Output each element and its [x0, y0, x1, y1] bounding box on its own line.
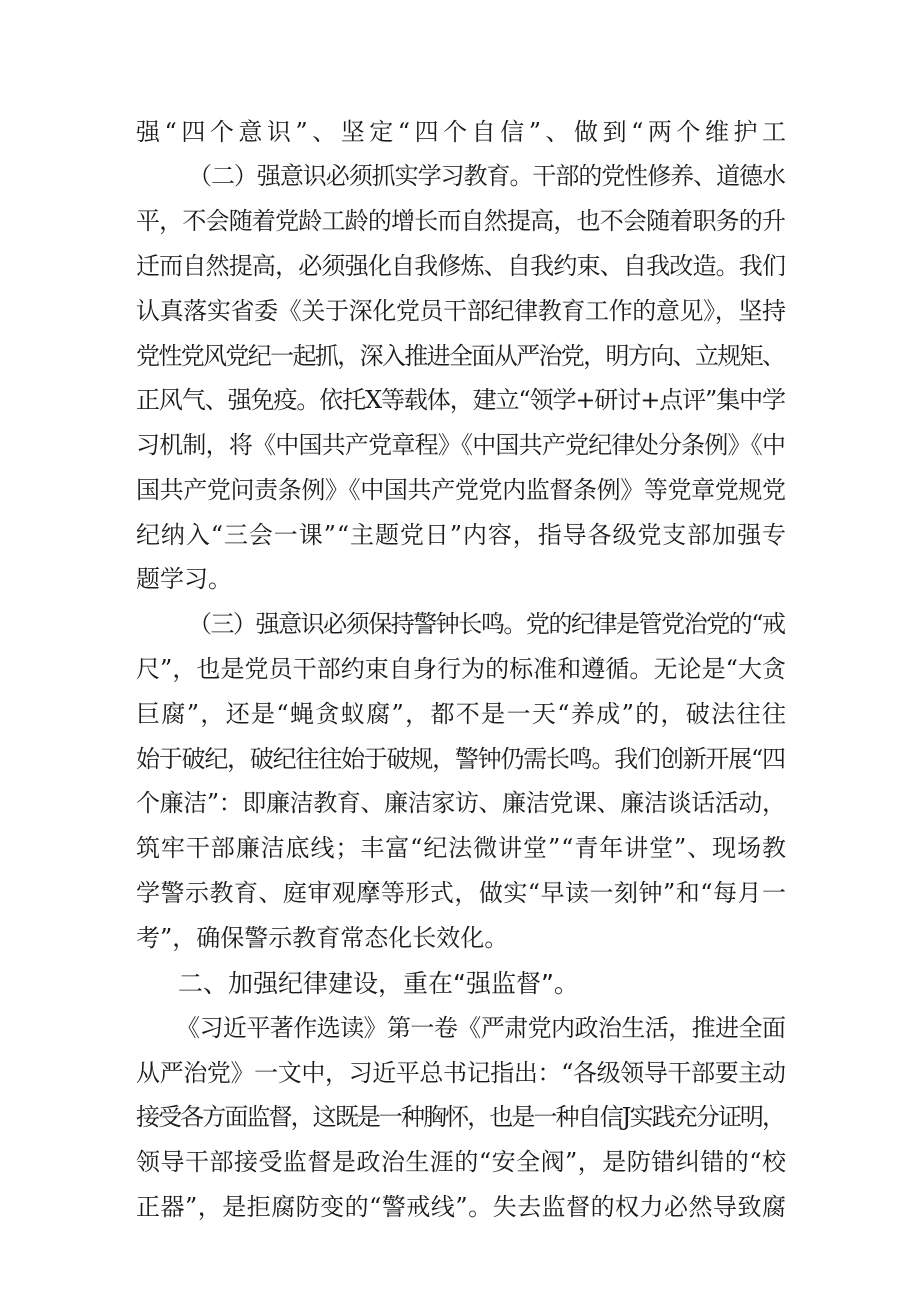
- text-line: （三）强意识必须保持警钟长鸣。党的纪律是管党治党的“戒: [188, 610, 785, 638]
- text-line: 党性党风党纪一起抓，深入推进全面从严治党，明方向、立规矩、: [136, 342, 785, 370]
- text-line: 平，不会随着党龄工龄的增长而自然提高，也不会随着职务的升: [136, 207, 786, 235]
- text-line: 强“四个意识”、坚定“四个自信”、做到“两个维护工: [136, 118, 791, 146]
- text-line: 国共产党问责条例》《中国共产党党内监督条例》等党章党规党: [136, 476, 786, 504]
- text-line: 纪纳入“三会一课”“主题党日”内容，指导各级党支部加强专: [136, 521, 787, 549]
- text-line: 学警示教育、庭审观摩等形式，做实“早读一刻钟”和“每月一: [136, 879, 787, 907]
- text-line: 始于破纪，破纪往往始于破规，警钟仍需长鸣。我们创新开展“四: [136, 745, 785, 773]
- section-heading: 二、加强纪律建设，重在“强监督”。: [178, 969, 579, 998]
- text-line: 《习近平著作选读》第一卷《严肃党内政治生活，推进全面: [176, 1014, 786, 1042]
- text-line: 接受各方面监督，这既是一种胸怀，也是一种自信J实践充分证明，: [136, 1103, 785, 1131]
- text-line: 考”，确保警示教育常态化长效化。: [136, 924, 509, 952]
- text-line: 个廉洁”：即廉洁教育、廉洁家访、廉洁党课、廉洁谈话活动，: [136, 789, 786, 817]
- text-line: 尺”，也是党员干部约束自身行为的标准和遵循。无论是“大贪: [136, 655, 787, 683]
- text-line: 正风气、强免疫。依托X等载体，建立“领学+研讨+点评”集中学: [136, 386, 785, 414]
- text-line: （二）强意识必须抓实学习教育。干部的党性修养、道德水: [188, 162, 785, 190]
- text-line: 筑牢干部廉洁底线；丰富“纪法微讲堂”“青年讲堂”、现场教: [136, 834, 787, 862]
- text-line: 题学习。: [136, 565, 232, 593]
- text-line: 巨腐”，还是“蝇贪蚁腐”，都不是一天“养成”的，破法往往: [136, 700, 788, 728]
- text-line: 认真落实省委《关于深化党员干部纪律教育工作的意见》，坚持: [136, 297, 786, 325]
- text-line: 习机制，将《中国共产党章程》《中国共产党纪律处分条例》《中: [136, 431, 786, 459]
- text-line: 正器”，是拒腐防变的“警戒线”。失去监督的权力必然导致腐: [136, 1193, 787, 1221]
- text-line: 迁而自然提高，必须强化自我修炼、自我约束、自我改造。我们: [136, 252, 786, 280]
- text-line: 领导干部接受监督是政治生涯的“安全阀”，是防错纠错的“校: [136, 1148, 787, 1176]
- text-line: 从严治党》一文中，习近平总书记指出：“各级领导干部要主动: [136, 1059, 786, 1087]
